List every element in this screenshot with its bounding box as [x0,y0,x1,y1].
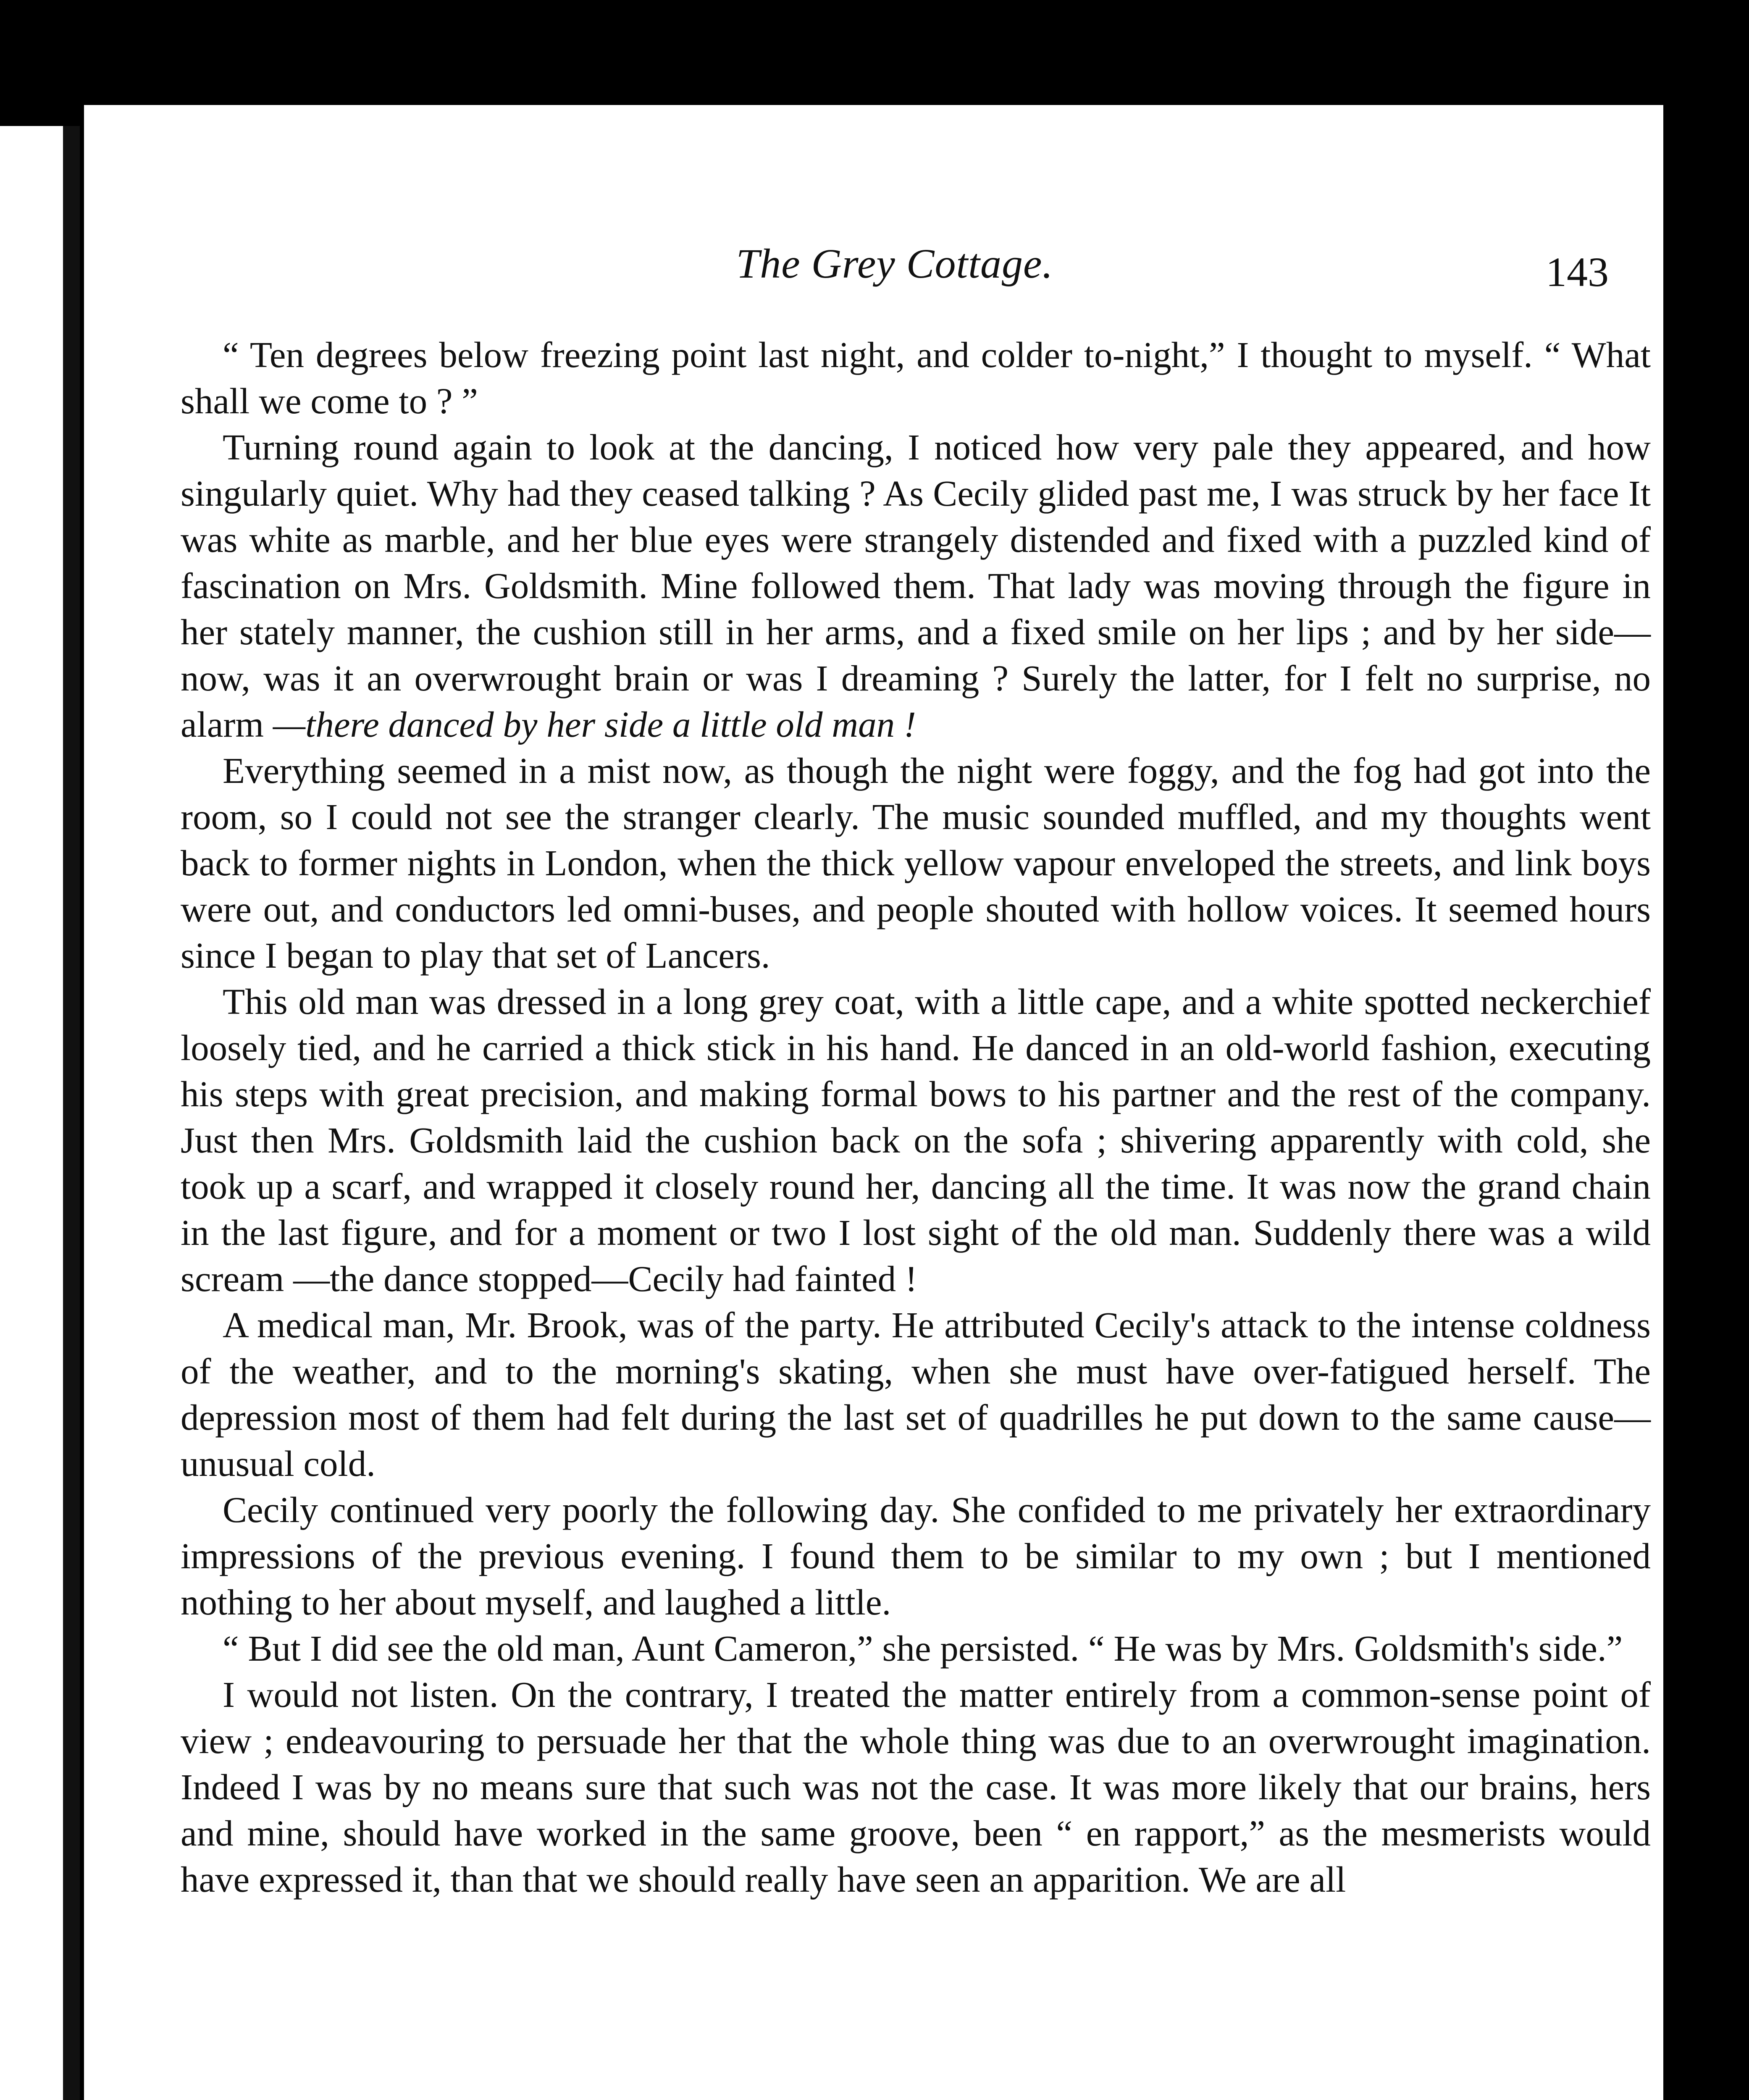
adjacent-page-edge [0,126,63,2100]
paragraph-2-text: Turning round again to look at the dancing, I noticed how very pale they appeared, and how singularly quiet. Why had they ceased talking ? As Cecily glided past me, I was struck by her face It was white as marble, and her blue eyes were strangely distended and fixed with a puzzled kind of fascination on Mrs. Goldsmith. Mine followed them. That lady was moving through the figure in her stately manner, the cushion still in her arms, and a fixed smile on her lips ; and by her side—now, was it an overwrought brain or was I dreaming ? Surely the latter, for I felt no surprise, no alarm [181,427,1651,745]
paragraph-4: This old man was dressed in a long grey coat, with a little cape, and a white spotted neckerchief loosely tied, and he carried a thick stick in his hand. He danced in an old-world fashion, executing his steps with great precision, and making formal bows to his partner and the rest of the company. Just then Mrs. Goldsmith laid the cushion back on the sofa ; shivering apparently with cold, she took up a scarf, and wrapped it closely round her, dancing all the time. It was now the grand chain in the last figure, and for a moment or two I lost sight of the old man. Suddenly there was a wild scream —the dance stopped—Cecily had fainted ! [181,981,1651,1299]
paragraph-1: “ Ten degrees below freezing point last night, and colder to-night,” I thought to myself. “ What shall we come to ? ” [181,334,1651,421]
book-gutter-shadow [63,126,80,2100]
italic-line: —there danced by her side a little old man ! [273,704,916,745]
paragraph-3: Everything seemed in a mist now, as though the night were foggy, and the fog had got into the room, so I could not see the stranger clearly. The music sounded muffled, and my thoughts went back to former nights in London, when the thick yellow vapour enveloped the streets, and link boys were out, and conductors led omni-buses, and people shouted with hollow voices. It seemed hours since I began to play that set of Lancers. [181,750,1651,976]
paragraph-2 [181,424,1651,748]
paragraph-8: I would not listen. On the contrary, I treated the matter entirely from a common-sense point of view ; endeavouring to persuade her that the whole thing was due to an overwrought imagination. Indeed I was by no means sure that such was not the case. It was more likely that our brains, hers and mine, should have worked in the same groove, been “ en rapport,” as the mesmerists would have expressed it, than that we should really have seen an apparition. We are all [181,1674,1651,1900]
page-number: 143 [1546,249,1609,295]
paragraph-5: A medical man, Mr. Brook, was of the party. He attributed Cecily's attack to the intense coldness of the weather, and to the morning's skating, when she must have over-fatigued herself. The depression most of them had felt during the last set of quadrilles he put down to the same cause—unusual cold. [181,1305,1651,1484]
page-header [181,239,1609,294]
running-title: The Grey Cottage. [736,240,1053,287]
page-text [181,332,1651,1903]
book-page [84,105,1663,2100]
paragraph-7: “ But I did see the old man, Aunt Cameron,” she persisted. “ He was by Mrs. Goldsmith's side.” [223,1628,1623,1669]
paragraph-6: Cecily continued very poorly the following day. She confided to me privately her extraordinary impressions of the previous evening. I found them to be similar to my own ; but I mentioned nothing to her about myself, and laughed a little. [181,1489,1651,1622]
